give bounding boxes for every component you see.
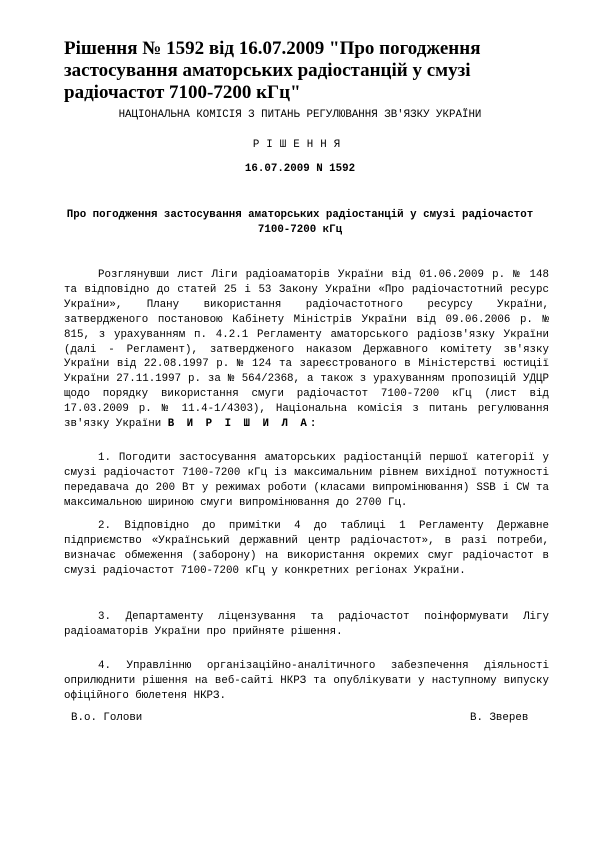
preamble-paragraph — [64, 268, 549, 432]
list-item: 4. Управлінню організаційно-аналітичного забезпечення діяльності оприлюднити рішення на веб-сайті НКРЗ та опублікувати у наступному випуску офіційного бюлетеня НКРЗ. — [64, 660, 549, 702]
list-item: 2. Відповідно до примітки 4 до таблиці 1 Регламенту Державне підприємство «Український державний центр радіочастот», в разі потреби, визначає обмеження (заборону) на використання окремих смуг радіочастот в смузі радіочастот 7100-7200 кГц у конкретних регіонах України. — [64, 520, 549, 577]
signatory-position: В.о. Голови — [71, 712, 143, 724]
signatory-name: В. Зверев — [470, 712, 529, 724]
organization-name: НАЦІОНАЛЬНА КОМІСІЯ З ПИТАНЬ РЕГУЛЮВАННЯ ЗВ'ЯЗКУ УКРАЇНИ — [118, 109, 482, 121]
list-item: 3. Департаменту ліцензування та радіочастот поінформувати Лігу радіоаматорів України про прийняте рішення. — [64, 611, 549, 638]
date-number: 16.07.2009 N 1592 — [244, 163, 356, 175]
list-item: 1. Погодити застосування аматорських радіостанцій першої категорії у смузі радіочастот 7100-7200 кГц із максимальним рівнем вихідної потужності передавача до 200 Вт у режимах роботи (класами випромінювання) SSB і CW та максимальною шириною смуги випромінювання до 2700 Гц. — [64, 452, 549, 509]
document-title: Рішення № 1592 від 16.07.2009 "Про погодження застосування аматорських радіостанцій у смузі радіочастот 7100-7200 кГц" — [64, 38, 481, 103]
decision-heading: РІШЕННЯ — [252, 139, 348, 151]
decided-label: В И Р І Ш И Л А: — [167, 418, 320, 431]
preamble-text: Розглянувши лист Ліги радіоаматорів України від 01.06.2009 р. № 148 та відповідно до статей 25 і 53 Закону України «Про радіочастотний ресурс України», Плану використання радіочастотного ресурсу України, затвердженого постановою Кабінету Міністрів України від 09.06.2006 р. № 815, з урахуванням п. 4.2.1 Регламенту аматорського радіозв'язку України (далі - Регламент), затвердженого наказом Державного комітету зв'язку України від 22.08.1997 р. № 124 та зареєстрованого в Міністерстві юстиції України 27.11.1997 р. за № 564/2368, а також з урахуванням пропозицій УДЦР щодо порядку використання смуги радіочастот 7100-7200 кГц (лист від 17.03.2009 р. № 11.4-1/4303), Національна комісія з питань регулювання зв'язку України — [64, 269, 549, 431]
decision-subject: Про погодження застосування аматорських радіостанцій у смузі радіочастот 7100-7200 кГц — [66, 209, 534, 236]
